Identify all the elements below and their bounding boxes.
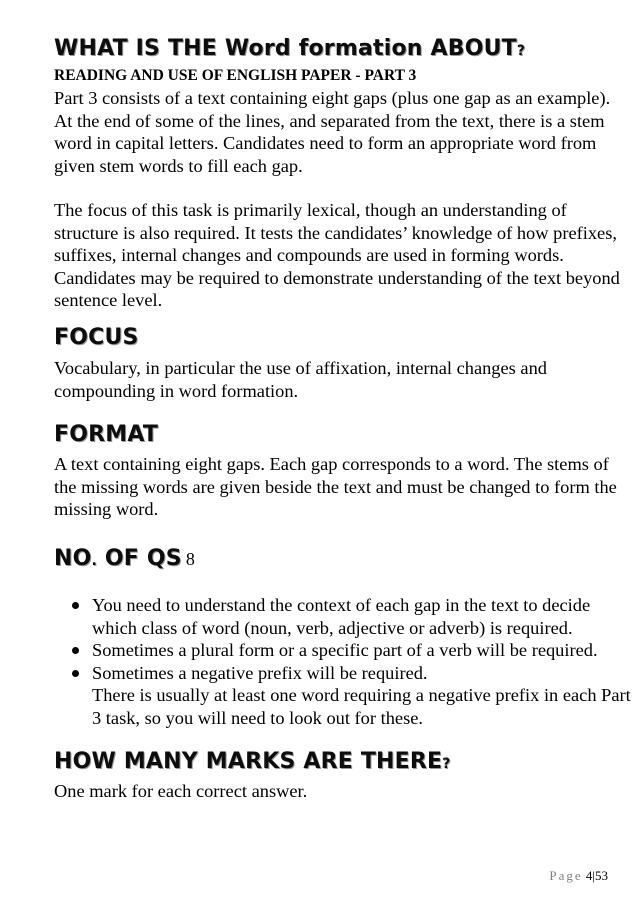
page-footer xyxy=(549,868,608,884)
format-heading: FORMAT xyxy=(54,422,159,447)
format-text: A text containing eight gaps. Each gap corresponds to a word. The stems of the missing words are given beside the text and must be changed to form the missing word. xyxy=(54,454,617,519)
tips-list xyxy=(72,594,632,729)
marks-text: One mark for each correct answer. xyxy=(54,781,308,801)
page-separator: | xyxy=(592,868,595,883)
list-item xyxy=(72,594,632,639)
questions-heading xyxy=(54,546,195,571)
page-current: 4 xyxy=(585,868,593,883)
page-title-text: WHAT IS THE Word formation ABOUT xyxy=(54,36,517,61)
list-item xyxy=(72,639,632,662)
questions-heading-no: NO xyxy=(54,546,92,571)
list-item xyxy=(72,662,632,730)
list-item-text: Sometimes a plural form or a specific part of a verb will be required. xyxy=(92,640,598,660)
marks-heading-text: HOW MANY MARKS ARE THERE xyxy=(54,749,443,774)
list-item-text: Sometimes a negative prefix will be required. xyxy=(92,662,428,683)
intro-paragraph: Part 3 consists of a text containing eight gaps (plus one gap as an example). At the end of some of the lines, and separated from the text, there is a stem word in capital letters. Candidates need to form an appropriate word from given stem words to fill each gap. xyxy=(54,88,611,176)
marks-heading xyxy=(54,749,451,774)
section-subtitle: READING AND USE OF ENGLISH PAPER - PART 3 xyxy=(54,67,417,84)
list-item-continuation: There is usually at least one word requiring a negative prefix in each Part 3 task, so you will need to look out for these. xyxy=(92,685,631,728)
questions-heading-rest: OF QS xyxy=(97,546,182,571)
bullet-icon xyxy=(72,647,79,654)
bullet-icon xyxy=(72,602,79,609)
focus-text: Vocabulary, in particular the use of affixation, internal changes and compounding in word formation. xyxy=(54,358,547,401)
bullet-icon xyxy=(72,670,79,677)
page-title-question-mark: ? xyxy=(516,43,526,59)
page-title xyxy=(54,36,525,61)
page-label: Page xyxy=(549,868,583,883)
list-item-text: You need to understand the context of each gap in the text to decide which class of word (noun, verb, adjective or adverb) is required. xyxy=(92,595,591,638)
marks-heading-question-mark: ? xyxy=(442,756,451,772)
questions-heading-dot: . xyxy=(91,553,98,569)
focus-description-paragraph: The focus of this task is primarily lexical, though an understanding of structure is also required. It tests the candidates’ knowledge of how prefixes, suffixes, internal changes and compounds are used in forming words. Candidates may be required to demonstrate understanding of the text beyond sentence level. xyxy=(54,200,620,310)
focus-heading: FOCUS xyxy=(54,325,139,350)
questions-count: 8 xyxy=(185,549,196,569)
page-total: 53 xyxy=(595,868,608,883)
